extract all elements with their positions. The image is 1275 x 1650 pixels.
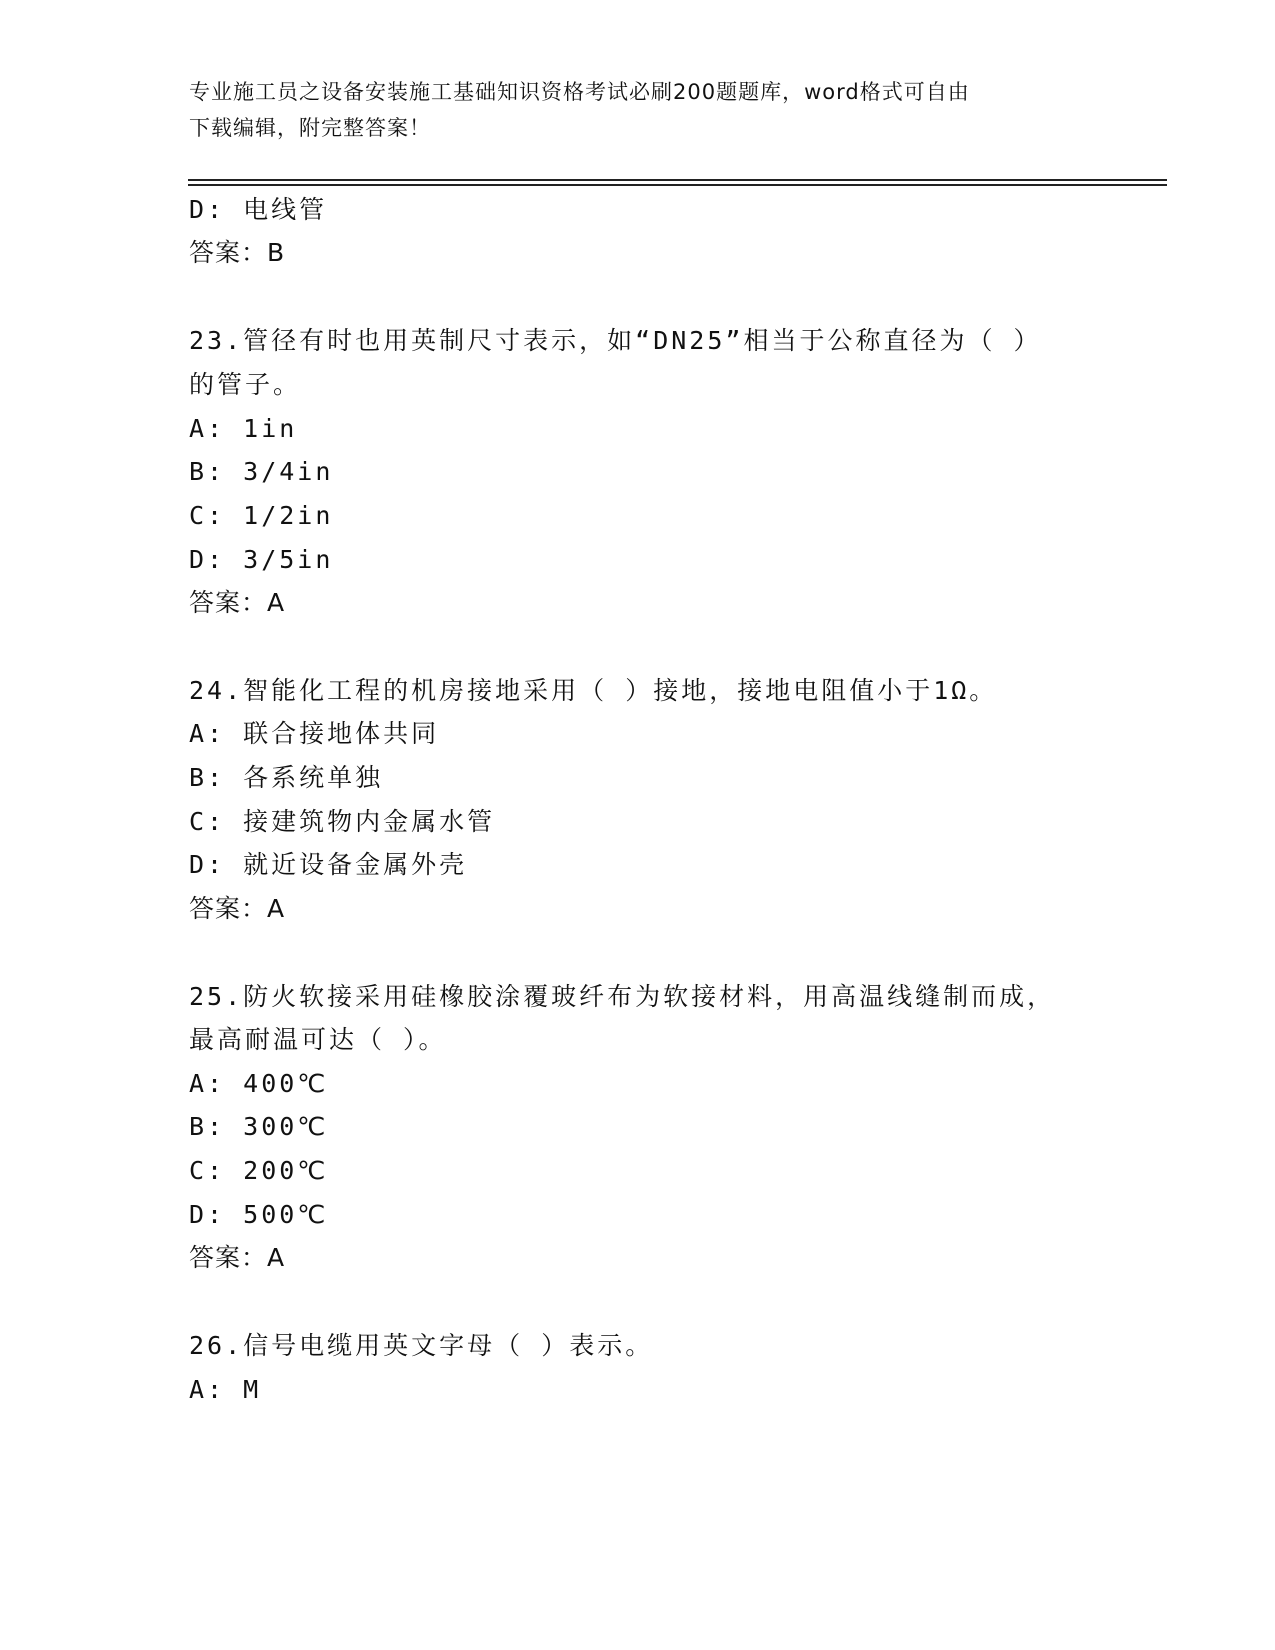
header-line-1: 专业施工员之设备安装施工基础知识资格考试必刷200题题库，word格式可自由 [189,80,970,104]
question-25-option-b: B: 300℃ [189,1112,329,1141]
question-26-option-a: A: M [189,1375,262,1404]
question-26-stem: 26.信号电缆用英文字母（ ）表示。 [189,1331,654,1360]
question-25-answer: 答案：A [189,1243,286,1272]
question-24-option-b: B: 各系统单独 [189,763,384,792]
header-divider-bottom [188,184,1167,186]
question-23-stem: 23.管径有时也用英制尺寸表示，如“DN25”相当于公称直径为（ ） [189,326,1042,355]
question-25-option-a: A: 400℃ [189,1069,329,1098]
header-line-2: 下载编辑，附完整答案！ [189,116,431,140]
question-25-option-d: D: 500℃ [189,1200,329,1229]
question-25-option-c: C: 200℃ [189,1156,329,1185]
header-divider-top [188,179,1167,181]
question-23-option-a: A: 1in [189,414,298,443]
question-24-option-a: A: 联合接地体共同 [189,719,440,748]
question-24-option-c: C: 接建筑物内金属水管 [189,807,496,836]
question-23-option-d: D: 3/5in [189,545,334,574]
question-25-stem-cont: 最高耐温可达（ ）。 [189,1025,447,1054]
question-23-stem-cont: 的管子。 [189,370,302,399]
page-header [189,74,1089,146]
question-24-stem: 24.智能化工程的机房接地采用（ ）接地，接地电阻值小于1Ω。 [189,676,998,705]
question-24-answer: 答案：A [189,894,286,923]
question-23-option-c: C: 1/2in [189,501,334,530]
option-d: D: 电线管 [189,195,328,224]
answer-line: 答案：B [189,238,286,267]
question-23-answer: 答案：A [189,588,286,617]
question-24-option-d: D: 就近设备金属外壳 [189,850,468,879]
question-23-option-b: B: 3/4in [189,457,334,486]
question-25-stem: 25.防火软接采用硅橡胶涂覆玻纤布为软接材料，用高温线缝制而成， [189,982,1056,1011]
